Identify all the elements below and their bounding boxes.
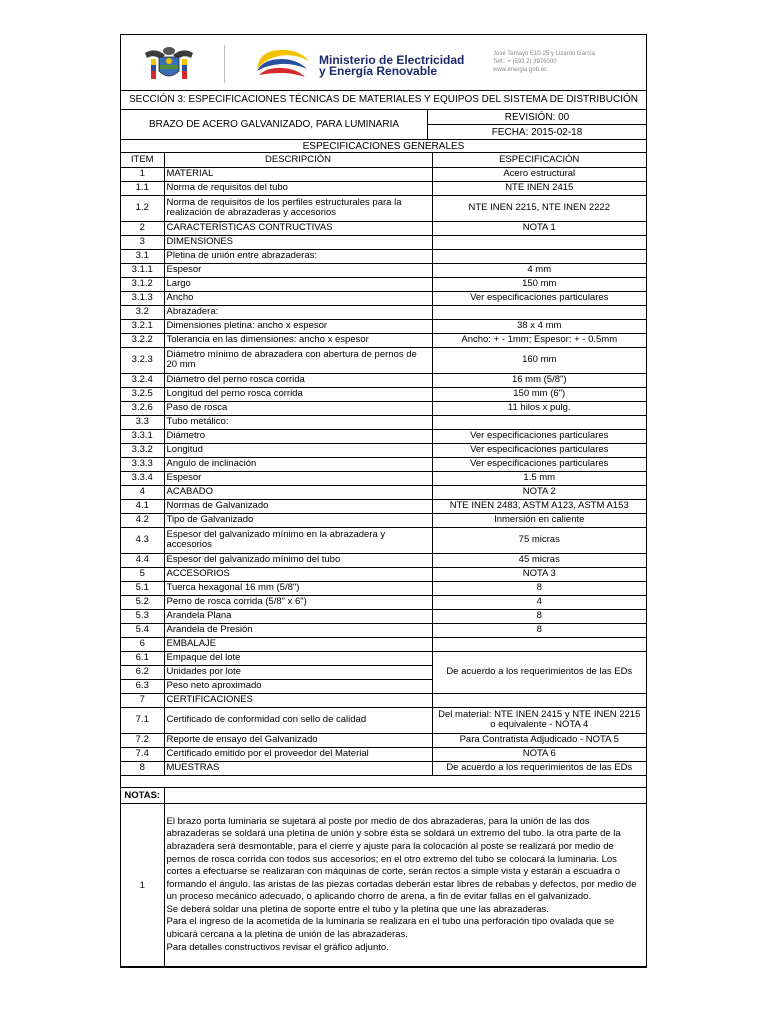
table-row (121, 195, 646, 221)
table-row (121, 221, 646, 235)
row-description: Dimensiones pletina: ancho x espesor (164, 319, 432, 333)
table-row (121, 693, 646, 707)
row-specification: 4 mm (432, 263, 646, 277)
row-specification (432, 637, 646, 651)
row-item-number: 4 (121, 485, 164, 499)
ministry-address (493, 50, 595, 74)
table-row (121, 277, 646, 291)
row-description: Abrazadera: (164, 305, 432, 319)
row-description: Reporte de ensayo del Galvanizado (164, 733, 432, 747)
table-row (121, 609, 646, 623)
table-row (121, 733, 646, 747)
row-specification: De acuerdo a los requerimientos de las EDs (432, 761, 646, 775)
table-row (121, 637, 646, 651)
row-description: Angulo de inclinación (164, 457, 432, 471)
table-row (121, 707, 646, 733)
row-item-number: 2 (121, 221, 164, 235)
table-row (121, 651, 646, 665)
row-description: Arandela de Presión (164, 623, 432, 637)
ministry-logo-icon (253, 47, 313, 83)
row-description: Paso de rosca (164, 401, 432, 415)
row-description: Espesor del galvanizado mínimo del tubo (164, 553, 432, 567)
row-specification: Ancho: + - 1mm; Espesor: + - 0.5mm (432, 333, 646, 347)
specification-sheet (120, 34, 647, 968)
column-header-specification: ESPECIFICACIÓN (432, 153, 646, 167)
row-item-number: 3.3.1 (121, 429, 164, 443)
row-description: Longitud (164, 443, 432, 457)
row-description: Unidades por lote (164, 665, 432, 679)
row-specification (432, 693, 646, 707)
row-specification: Del material: NTE INEN 2415 y NTE INEN 2215 o equivalente - NOTA 4 (432, 707, 646, 733)
table-row (121, 443, 646, 457)
general-title: ESPECIFICACIONES GENERALES (302, 140, 465, 152)
row-specification: De acuerdo a los requerimientos de las EDs (432, 651, 646, 693)
row-description: Empaque del lote (164, 651, 432, 665)
address-line: José Tamayo E10-25 y Lizardo García (493, 51, 595, 57)
row-specification (432, 249, 646, 263)
row-specification: 75 micras (432, 527, 646, 553)
row-description: Peso neto aproximado (164, 679, 432, 693)
row-description: EMBALAJE (164, 637, 432, 651)
row-specification: 8 (432, 623, 646, 637)
row-item-number: 7.2 (121, 733, 164, 747)
row-specification: Para Contratista Adjudicado - NOTA 5 (432, 733, 646, 747)
table-row (121, 595, 646, 609)
table-row (121, 181, 646, 195)
row-description: Ancho (164, 291, 432, 305)
row-description: MATERIAL (164, 167, 432, 181)
row-description: CERTIFICACIONES (164, 693, 432, 707)
table-row (121, 429, 646, 443)
row-description: Espesor del galvanizado mínimo en la abrazadera y accesorios (164, 527, 432, 553)
table-row (121, 471, 646, 485)
spec-table (121, 153, 646, 776)
date-cell (428, 125, 646, 139)
row-description: Diámetro (164, 429, 432, 443)
note-text (164, 804, 646, 967)
address-website: www.energia.gob.ec (493, 67, 548, 73)
row-specification: Ver especificaciones particulares (432, 443, 646, 457)
row-item-number: 4.1 (121, 499, 164, 513)
row-description: MUESTRAS (164, 761, 432, 775)
table-row (121, 499, 646, 513)
note-paragraph: El brazo porta luminaria se sujetará al poste por medio de dos abrazaderas, para la unión de las dos abrazaderas se soldará una pletina de unión y sobre ésta se soldará un extremo del tubo. la otra parte de la abrazadera será desmontable, para el cierre y ajuste para la colocación al poste se realizará por medio de pernos de rosca corrida con todos sus accesorios; en el otro extremo del tubo se colocará la luminaria. Los cortes a efectuarse se realizaran con máquinas de corte, serán rectos a simple vista y estarán a escuadra o formando el ángulo. las aristas de las piezas cortadas deberán estar libres de rebabas y defectos, por medio de un proceso mecánico adecuado, o aplicando chorro de arena, a fin de evitar fallas en el galvanizado. (166, 815, 637, 903)
row-item-number: 3.3.2 (121, 443, 164, 457)
header-divider (224, 45, 225, 83)
row-specification: 8 (432, 609, 646, 623)
row-item-number: 3.2.4 (121, 373, 164, 387)
note-paragraph: Para detalles constructivos revisar el gráfico adjunto. (166, 941, 389, 953)
row-description: Diámetro mínimo de abrazadera con abertura de pernos de 20 mm (164, 347, 432, 373)
row-item-number: 3 (121, 235, 164, 249)
row-specification: 4 (432, 595, 646, 609)
row-specification: NOTA 1 (432, 221, 646, 235)
notes-header-row (121, 788, 646, 804)
row-specification: 8 (432, 581, 646, 595)
note-paragraph: Para el ingreso de la acometida de la luminaria se realizara en el tubo una perforación tipo ovalada que se ubicará cercana a la pletina de unión de las abrazaderas. (166, 916, 615, 941)
row-specification: Acero estructural (432, 167, 646, 181)
table-row (121, 167, 646, 181)
row-item-number: 4.4 (121, 553, 164, 567)
table-row (121, 553, 646, 567)
row-specification: 150 mm (432, 277, 646, 291)
row-item-number: 1.2 (121, 195, 164, 221)
section-title-row (121, 90, 646, 110)
row-description: Tipo de Galvanizado (164, 513, 432, 527)
row-description: Largo (164, 277, 432, 291)
row-item-number: 1 (121, 167, 164, 181)
row-description: Certificado de conformidad con sello de calidad (164, 707, 432, 733)
table-header-row (121, 153, 646, 167)
row-item-number: 5 (121, 567, 164, 581)
row-item-number: 3.2.3 (121, 347, 164, 373)
row-specification: NTE INEN 2415 (432, 181, 646, 195)
row-specification: Ver especificaciones particulares (432, 457, 646, 471)
section-title: SECCIÓN 3: ESPECIFICACIONES TÉCNICAS DE MATERIALES Y EQUIPOS DEL SISTEMA DE DISTRIBUCIÓN (128, 94, 638, 105)
row-item-number: 3.2.1 (121, 319, 164, 333)
row-item-number: 5.2 (121, 595, 164, 609)
row-item-number: 3.2.2 (121, 333, 164, 347)
notes-header-blank (164, 788, 646, 804)
coat-of-arms-icon (141, 45, 197, 85)
row-description: Tolerancia en las dimensiones: ancho x espesor (164, 333, 432, 347)
notes-table (121, 787, 646, 967)
row-item-number: 5.1 (121, 581, 164, 595)
row-description: ACCESORIOS (164, 567, 432, 581)
table-row (121, 747, 646, 761)
date-value: FECHA: 2015-02-18 (491, 126, 583, 138)
note-paragraph: Se deberá soldar una pletina de soporte entre el tubo y la pletina que une las abrazaderas. (166, 903, 549, 915)
general-title-row (121, 140, 646, 153)
row-item-number: 6.1 (121, 651, 164, 665)
table-row (121, 387, 646, 401)
row-item-number: 4.3 (121, 527, 164, 553)
row-item-number: 4.2 (121, 513, 164, 527)
row-item-number: 3.1.3 (121, 291, 164, 305)
item-title: BRAZO DE ACERO GALVANIZADO, PARA LUMINARIA (148, 119, 400, 130)
row-item-number: 3.3.4 (121, 471, 164, 485)
table-row (121, 415, 646, 429)
row-specification: Ver especificaciones particulares (432, 291, 646, 305)
ministry-name (319, 55, 464, 77)
row-specification: 38 x 4 mm (432, 319, 646, 333)
row-specification (432, 235, 646, 249)
row-specification: NTE INEN 2483, ASTM A123, ASTM A153 (432, 499, 646, 513)
row-description: ACABADO (164, 485, 432, 499)
row-item-number: 7.4 (121, 747, 164, 761)
row-item-number: 5.4 (121, 623, 164, 637)
row-specification: 1.5 mm (432, 471, 646, 485)
row-specification: Ver especificaciones particulares (432, 429, 646, 443)
row-item-number: 7 (121, 693, 164, 707)
table-row (121, 581, 646, 595)
table-row (121, 761, 646, 775)
table-row (121, 263, 646, 277)
table-row (121, 305, 646, 319)
row-item-number: 6.2 (121, 665, 164, 679)
row-description: Pletina de unión entre abrazaderas: (164, 249, 432, 263)
column-header-item: ITEM (121, 153, 164, 167)
row-description: Espesor (164, 263, 432, 277)
row-description: Diámetro del perno rosca corrida (164, 373, 432, 387)
row-description: Espesor (164, 471, 432, 485)
revision-block (428, 110, 646, 139)
row-description: Perno de rosca corrida (5/8" x 6") (164, 595, 432, 609)
row-specification: 11 hilos x pulg. (432, 401, 646, 415)
table-row (121, 485, 646, 499)
row-specification: 45 micras (432, 553, 646, 567)
row-description: Certificado emitido por el proveedor del Material (164, 747, 432, 761)
letterhead (121, 35, 646, 91)
table-row (121, 333, 646, 347)
column-header-description: DESCRIPCIÓN (164, 153, 432, 167)
row-description: DIMENSIONES (164, 235, 432, 249)
row-item-number: 3.1 (121, 249, 164, 263)
row-item-number: 8 (121, 761, 164, 775)
table-row (121, 347, 646, 373)
table-row (121, 513, 646, 527)
ministry-name-line2: y Energía Renovable (319, 64, 438, 78)
row-description: Arandela Plana (164, 609, 432, 623)
row-item-number: 3.1.1 (121, 263, 164, 277)
revision-value: REVISIÓN: 00 (504, 111, 570, 123)
row-specification (432, 305, 646, 319)
ministry-name-line1: Ministerio de Electricidad (319, 53, 465, 67)
table-row (121, 567, 646, 581)
row-specification: NOTA 3 (432, 567, 646, 581)
row-item-number: 3.2.5 (121, 387, 164, 401)
row-description: Longitud del perno rosca corrida (164, 387, 432, 401)
row-item-number: 3.1.2 (121, 277, 164, 291)
table-row (121, 319, 646, 333)
item-title-row (121, 110, 646, 140)
row-description: Norma de requisitos de los perfiles estructurales para la realización de abrazaderas y accesorios (164, 195, 432, 221)
row-specification: NOTA 2 (432, 485, 646, 499)
table-row (121, 249, 646, 263)
note-row (121, 804, 646, 967)
row-description: Tubo metálico: (164, 415, 432, 429)
row-specification: NTE INEN 2215, NTE INEN 2222 (432, 195, 646, 221)
row-specification: 150 mm (6") (432, 387, 646, 401)
row-item-number: 3.3 (121, 415, 164, 429)
row-item-number: 5.3 (121, 609, 164, 623)
item-title-cell (121, 110, 428, 139)
notes-label: NOTAS: (121, 788, 164, 804)
row-specification: NOTA 6 (432, 747, 646, 761)
row-item-number: 6 (121, 637, 164, 651)
table-row (121, 235, 646, 249)
row-description: Normas de Galvanizado (164, 499, 432, 513)
row-specification: 16 mm (5/8") (432, 373, 646, 387)
table-row (121, 291, 646, 305)
table-row (121, 527, 646, 553)
row-item-number: 3.2.6 (121, 401, 164, 415)
row-description: Norma de requisitos del tubo (164, 181, 432, 195)
row-description: Tuerca hexagonal 16 mm (5/8") (164, 581, 432, 595)
table-row (121, 401, 646, 415)
revision-cell (428, 110, 646, 125)
table-row (121, 623, 646, 637)
row-item-number: 3.2 (121, 305, 164, 319)
row-item-number: 1.1 (121, 181, 164, 195)
address-phone: Telf.: + (593 2) 3976000 (493, 59, 557, 65)
table-row (121, 457, 646, 471)
row-specification (432, 415, 646, 429)
row-item-number: 3.3.3 (121, 457, 164, 471)
note-number: 1 (121, 804, 164, 967)
row-item-number: 7.1 (121, 707, 164, 733)
row-item-number: 6.3 (121, 679, 164, 693)
table-row (121, 373, 646, 387)
row-specification: 160 mm (432, 347, 646, 373)
row-description: CARACTERÍSTICAS CONTRUCTIVAS (164, 221, 432, 235)
row-specification: Inmersión en caliente (432, 513, 646, 527)
